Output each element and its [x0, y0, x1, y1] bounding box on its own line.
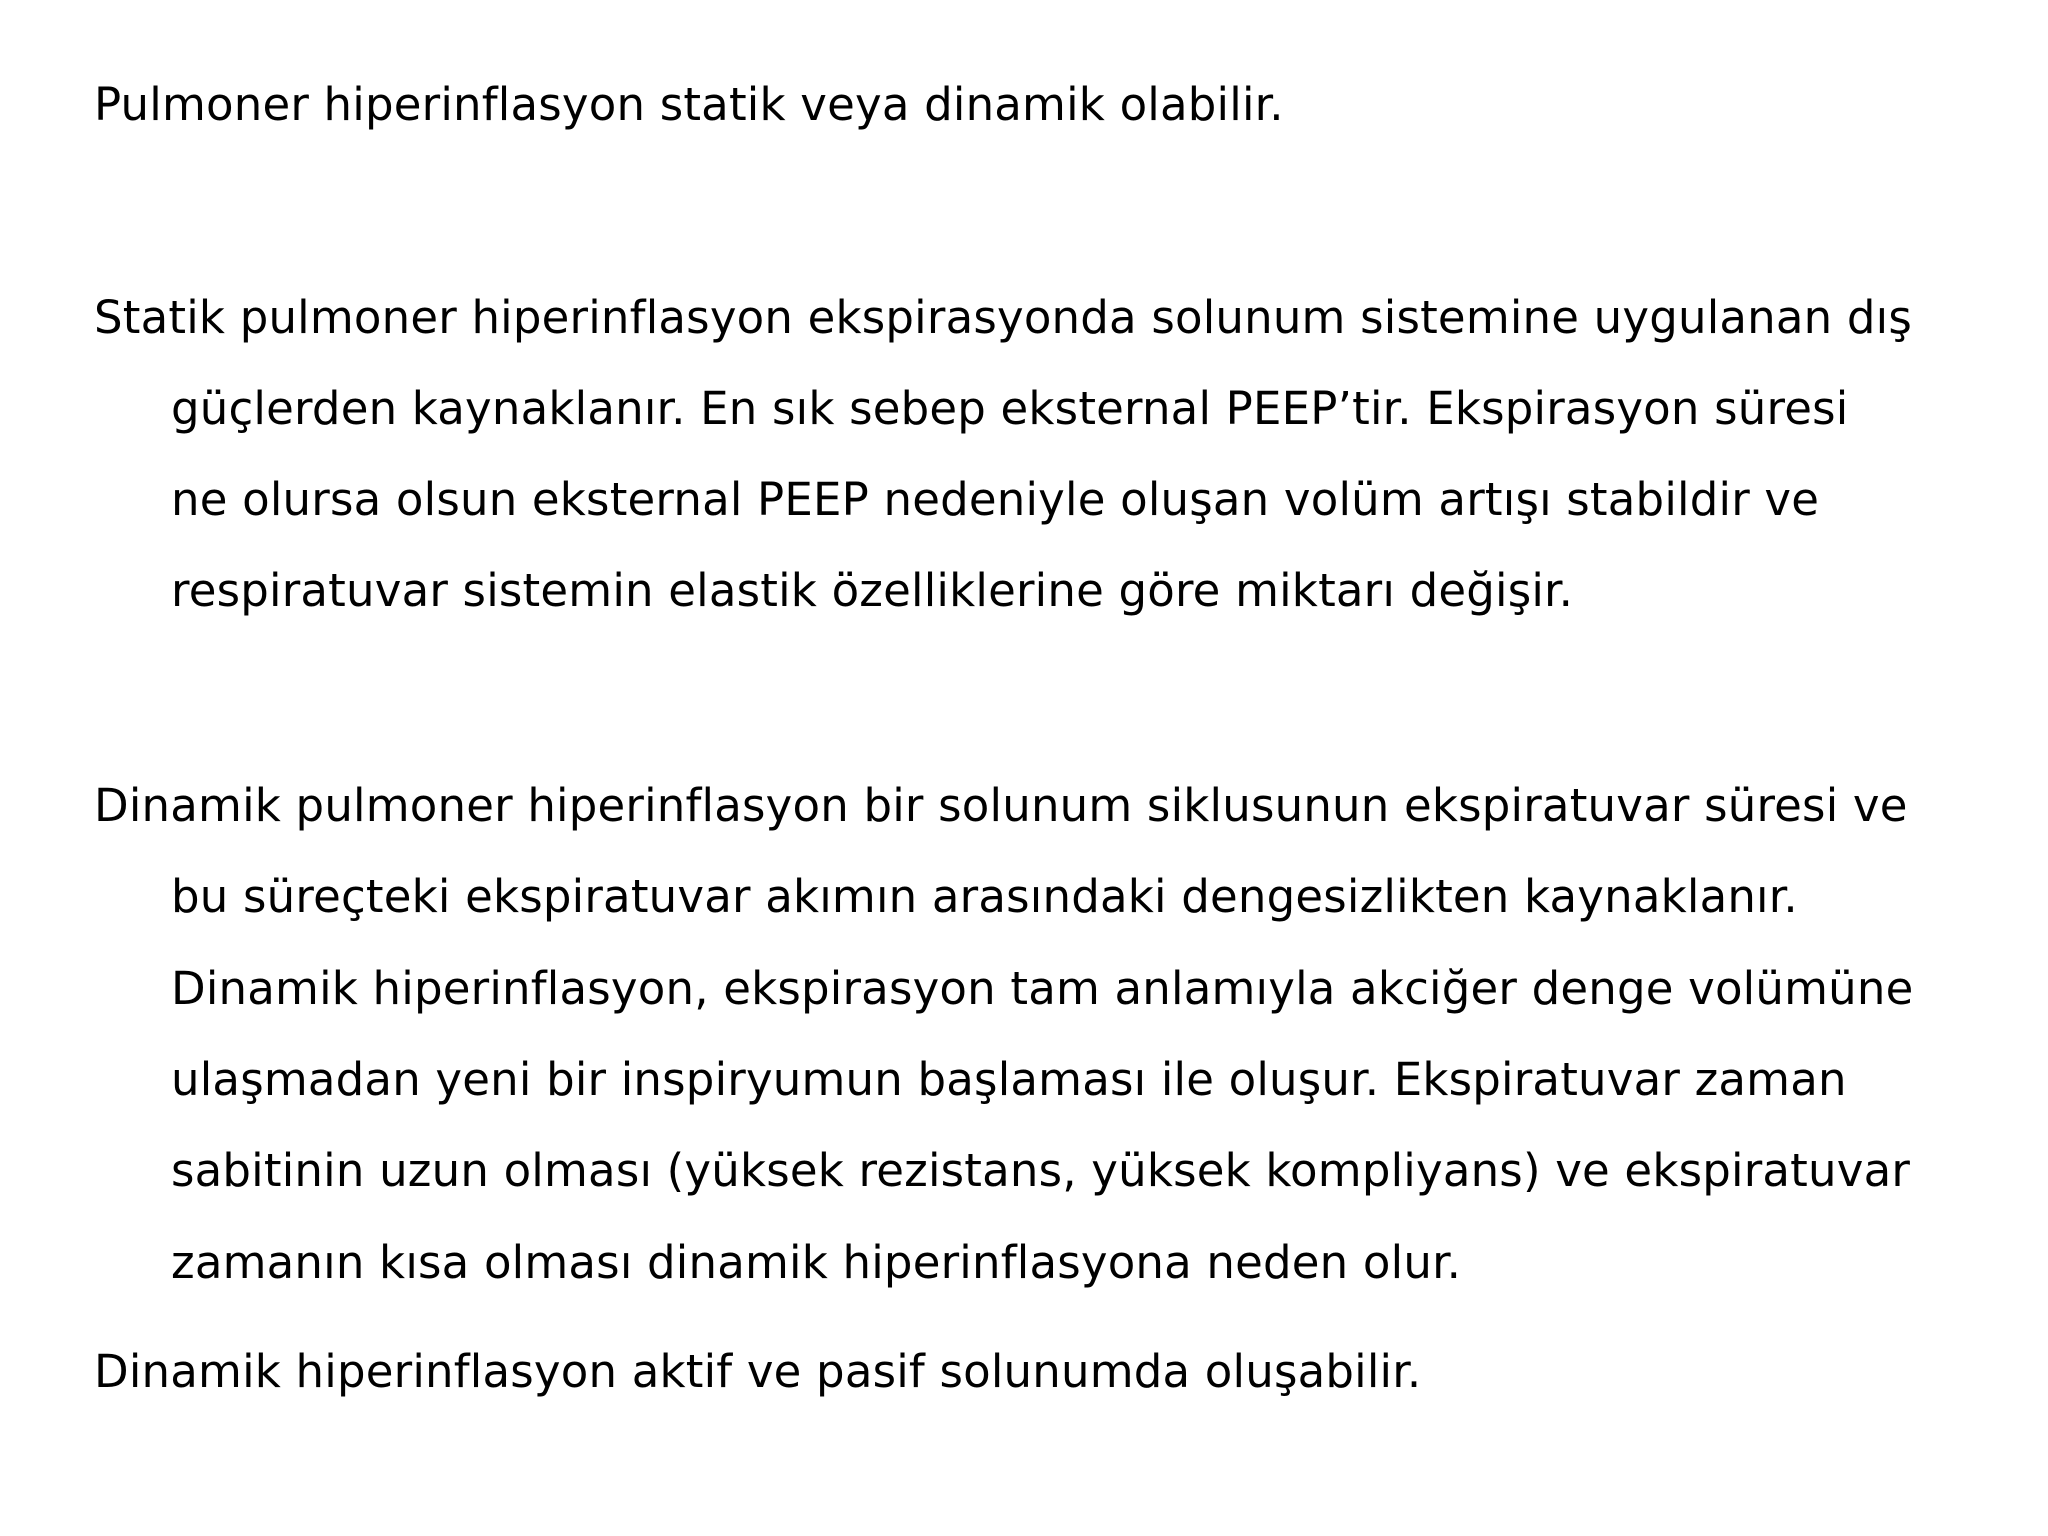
paragraph-line: Dinamik pulmoner hiperinflasyon bir solunum siklusunun ekspiratuvar süresi ve	[94, 779, 1908, 832]
paragraph-line: respiratuvar sistemin elastik özelliklerine göre miktarı değişir.	[171, 564, 1574, 617]
intro-sentence: Pulmoner hiperinflasyon statik veya dinamik olabilir.	[94, 78, 1284, 131]
paragraph-line: güçlerden kaynaklanır. En sık sebep eksternal PEEP’tir. Ekspirasyon süresi	[171, 382, 1849, 435]
closing-sentence: Dinamik hiperinflasyon aktif ve pasif solunumda oluşabilir.	[94, 1345, 1422, 1398]
paragraph-line: Dinamik hiperinflasyon, ekspirasyon tam anlamıyla akciğer denge volümüne	[171, 962, 1914, 1015]
paragraph-line: zamanın kısa olması dinamik hiperinflasyona neden olur.	[171, 1236, 1462, 1289]
paragraph-line: sabitinin uzun olması (yüksek rezistans, yüksek kompliyans) ve ekspiratuvar	[171, 1144, 1911, 1197]
paragraph-line: ulaşmadan yeni bir inspiryumun başlaması ile oluşur. Ekspiratuvar zaman	[171, 1053, 1847, 1106]
paragraph-line: bu süreçteki ekspiratuvar akımın arasındaki dengesizlikten kaynaklanır.	[171, 870, 1798, 923]
paragraph-line: ne olursa olsun eksternal PEEP nedeniyle oluşan volüm artışı stabildir ve	[171, 473, 1820, 526]
paragraph-line: Statik pulmoner hiperinflasyon ekspirasyonda solunum sistemine uygulanan dış	[94, 291, 1913, 344]
